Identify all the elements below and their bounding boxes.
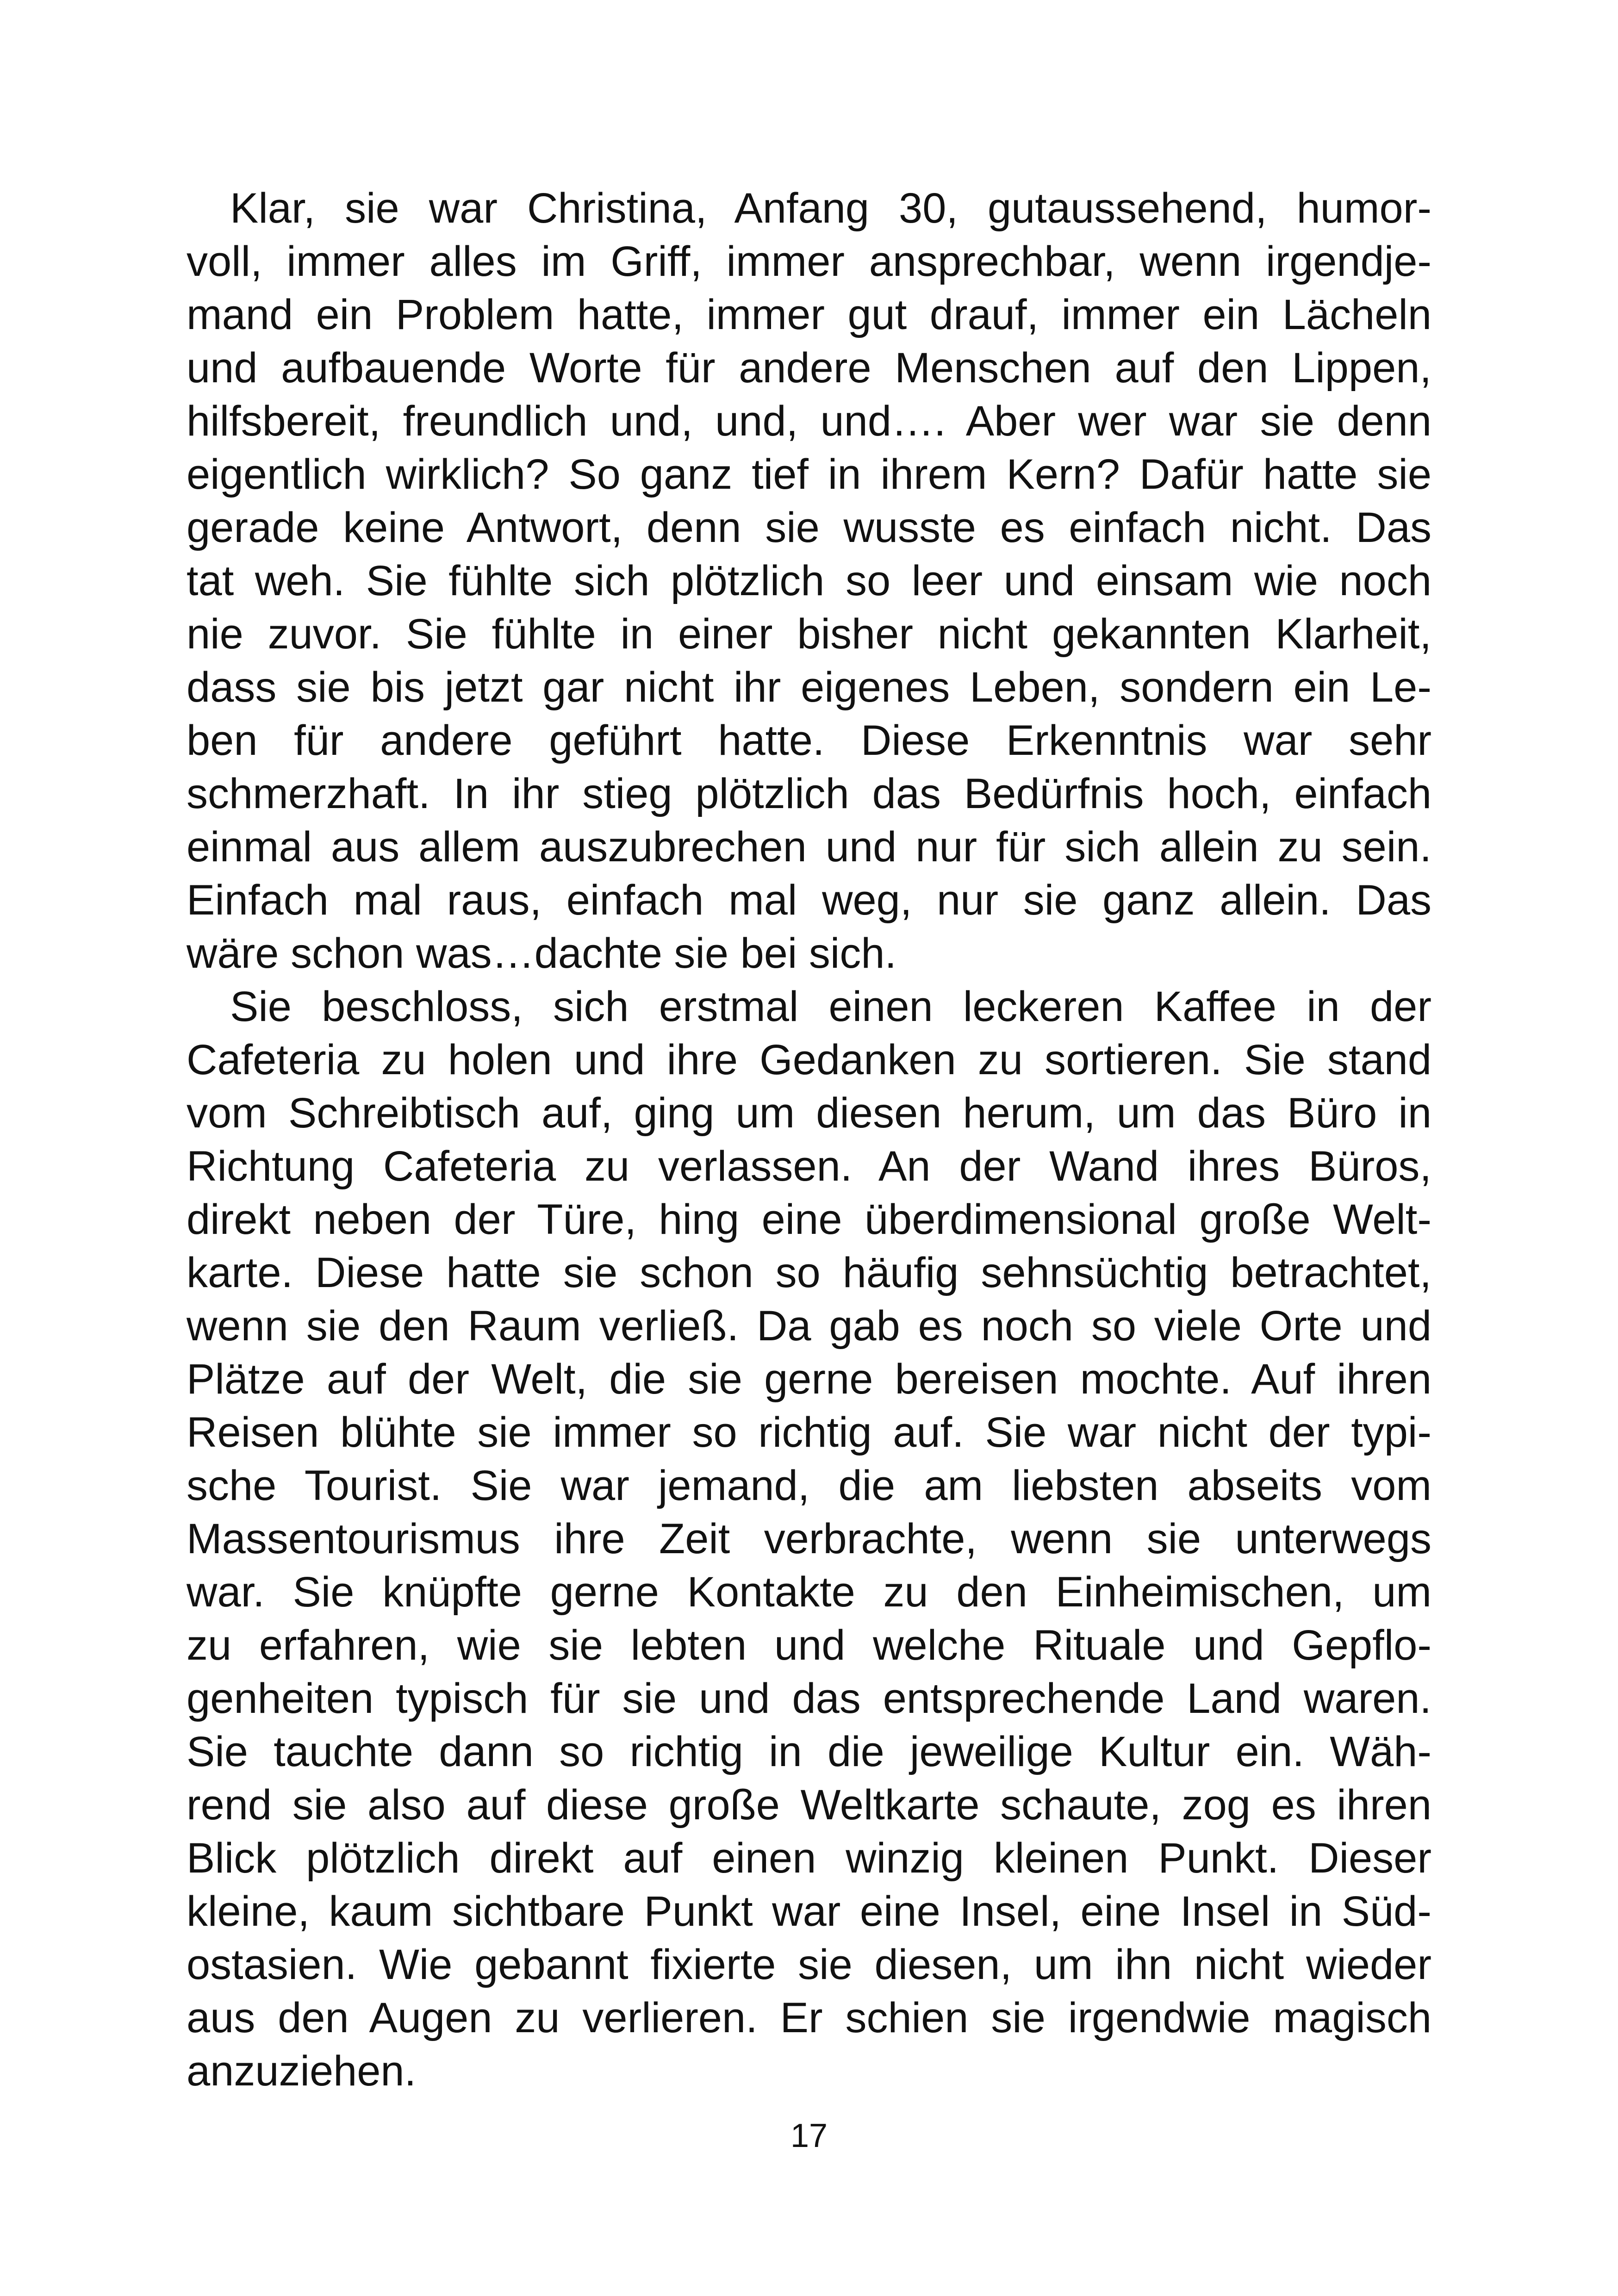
text-line: Klar, sie war Christina, Anfang 30, gutaussehend, humor- (230, 185, 1431, 232)
paragraph-1 (187, 182, 1431, 980)
text-line: Plätze auf der Welt, die sie gerne bereisen mochte. Auf ihren (187, 1356, 1431, 1403)
text-line: einmal aus allem auszubrechen und nur für sich allein zu sein. (187, 823, 1431, 871)
text-line: ben für andere geführt hatte. Diese Erkenntnis war sehr (187, 717, 1431, 764)
text-line: genheiten typisch für sie und das entsprechende Land waren. (187, 1675, 1431, 1722)
text-line: Sie beschloss, sich erstmal einen leckeren Kaffee in der (230, 983, 1431, 1030)
text-line: Einfach mal raus, einfach mal weg, nur sie ganz allein. Das (187, 877, 1431, 924)
text-line: Richtung Cafeteria zu verlassen. An der Wand ihres Büros, (187, 1143, 1431, 1190)
text-line: wäre schon was…dachte sie bei sich. (187, 930, 897, 977)
text-line: Sie tauchte dann so richtig in die jeweilige Kultur ein. Wäh- (187, 1728, 1431, 1775)
text-line: Blick plötzlich direkt auf einen winzig kleinen Punkt. Dieser (187, 1835, 1431, 1882)
text-line: und aufbauende Worte für andere Menschen auf den Lippen, (187, 344, 1431, 392)
paragraph-2 (187, 980, 1431, 2098)
text-line: rend sie also auf diese große Weltkarte schaute, zog es ihren (187, 1781, 1431, 1829)
body-text (187, 182, 1431, 2098)
text-line: hilfsbereit, freundlich und, und, und…. Aber wer war sie denn (187, 398, 1431, 445)
text-line: karte. Diese hatte sie schon so häufig sehnsüchtig betrachtet, (187, 1249, 1431, 1296)
text-line: Cafeteria zu holen und ihre Gedanken zu sortieren. Sie stand (187, 1036, 1431, 1083)
text-line: war. Sie knüpfte gerne Kontakte zu den Einheimischen, um (187, 1568, 1431, 1616)
text-line: gerade keine Antwort, denn sie wusste es einfach nicht. Das (187, 504, 1431, 551)
text-line: Massentourismus ihre Zeit verbrachte, wenn sie unterwegs (187, 1515, 1431, 1562)
text-line: voll, immer alles im Griff, immer ansprechbar, wenn irgendje- (187, 238, 1431, 285)
text-line: wenn sie den Raum verließ. Da gab es noch so viele Orte und (187, 1302, 1431, 1350)
text-line: dass sie bis jetzt gar nicht ihr eigenes Leben, sondern ein Le- (187, 664, 1431, 711)
text-line: direkt neben der Türe, hing eine überdimensional große Welt- (187, 1196, 1431, 1243)
text-line: Reisen blühte sie immer so richtig auf. Sie war nicht der typi- (187, 1409, 1431, 1456)
text-line: nie zuvor. Sie fühlte in einer bisher nicht gekannten Klarheit, (187, 610, 1431, 658)
text-line: sche Tourist. Sie war jemand, die am liebsten abseits vom (187, 1462, 1431, 1509)
page-number: 17 (790, 2117, 828, 2154)
text-line: schmerzhaft. In ihr stieg plötzlich das Bedürfnis hoch, einfach (187, 770, 1431, 817)
text-line: kleine, kaum sichtbare Punkt war eine Insel, eine Insel in Süd- (187, 1888, 1431, 1935)
text-line: tat weh. Sie fühlte sich plötzlich so leer und einsam wie noch (187, 557, 1431, 604)
text-line: mand ein Problem hatte, immer gut drauf, immer ein Lächeln (187, 291, 1431, 338)
text-line: ostasien. Wie gebannt fixierte sie diesen, um ihn nicht wieder (187, 1941, 1431, 1988)
text-line: vom Schreibtisch auf, ging um diesen herum, um das Büro in (187, 1089, 1431, 1137)
text-line: zu erfahren, wie sie lebten und welche Rituale und Gepflo- (187, 1622, 1431, 1669)
text-line: eigentlich wirklich? So ganz tief in ihrem Kern? Dafür hatte sie (187, 451, 1431, 498)
text-line: aus den Augen zu verlieren. Er schien sie irgendwie magisch (187, 1994, 1431, 2041)
text-line: anzuziehen. (187, 2047, 417, 2095)
